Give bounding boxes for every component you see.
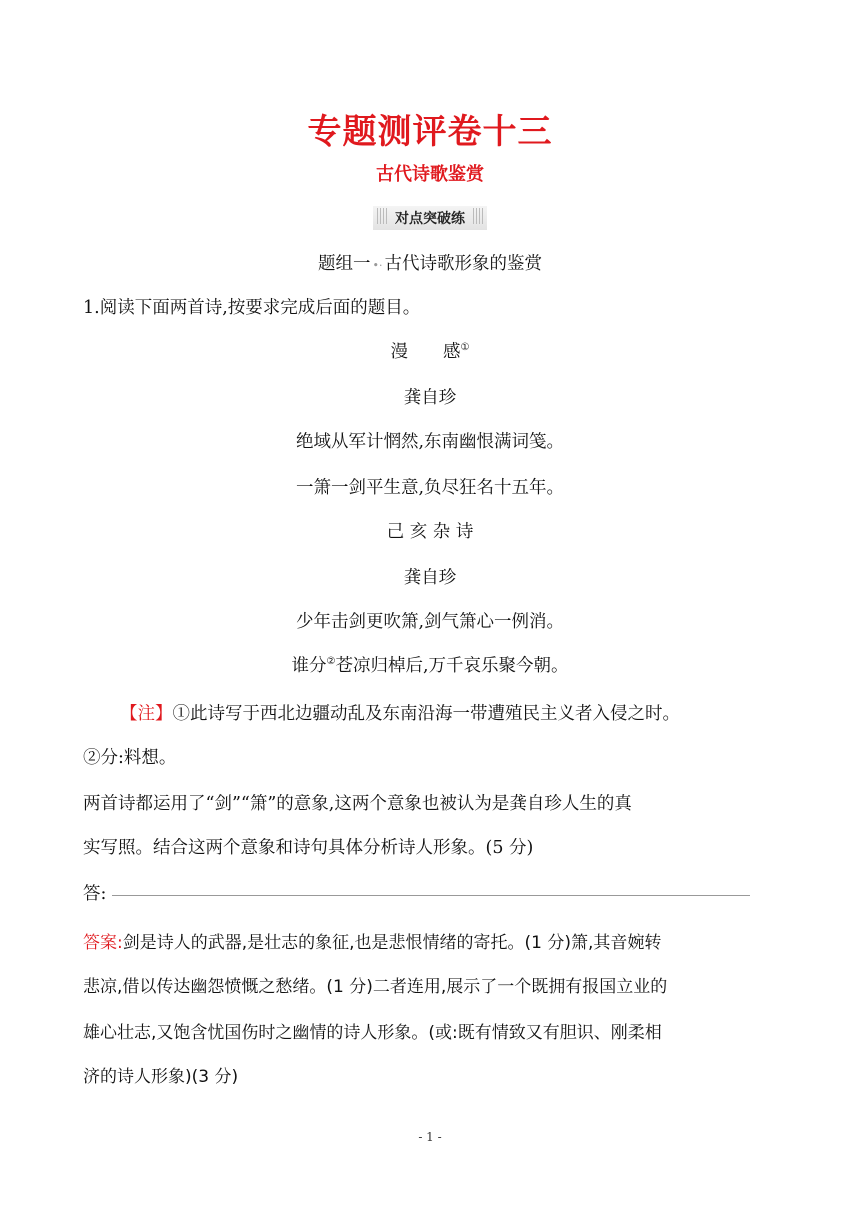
poem2-line [0,652,860,677]
answer-blank-line[interactable] [112,894,750,896]
answer-line-3: 雄心壮志,又饱含忧国伤时之幽情的诗人形象。(或:既有情致又有胆识、刚柔相 [83,1023,662,1043]
page-subtitle: 古代诗歌鉴赏 [376,164,484,185]
section-badge-wrap [0,206,860,230]
poem2-title: 己 亥 杂 诗 [386,522,474,542]
group-title-separator: •· [372,259,383,272]
page-number: - 1 - [418,1130,442,1144]
prompt-line-1: 两首诗都运用了“剑”“箫”的意象,这两个意象也被认为是龚自珍人生的真 [83,794,632,814]
group-title [0,250,860,275]
poem1-title-text: 漫 感 [390,342,461,362]
answer-line-1 [83,928,661,953]
answer-line-4: 济的诗人形象)(3 分) [83,1067,239,1087]
answer-label: 答: [83,884,107,904]
section-badge: 对点突破练 [373,206,487,230]
poem2-line2-start: 谁分 [291,656,327,676]
note-line-1 [120,700,680,725]
poem1-line: 绝域从军计惘然,东南幽恨满词笺。 [295,432,565,452]
note-line-2: ②分:料想。 [83,748,177,768]
answer-line-2: 悲凉,借以传达幽怨愤慨之愁绪。(1 分)二者连用,展示了一个既拥有报国立业的 [83,977,668,997]
poem1-line: 一箫一剑平生意,负尽狂名十五年。 [295,478,565,498]
answer-field-row [83,880,750,905]
poem1-author: 龚自珍 [403,388,457,408]
poem1-title [0,338,860,363]
prompt-line-2: 实写照。结合这两个意象和诗句具体分析诗人形象。(5 分) [83,838,534,858]
group-title-part2: 古代诗歌形象的鉴赏 [384,254,542,274]
answer-tag: 答案: [83,933,123,953]
poem2-author: 龚自珍 [403,568,457,588]
question-intro: 1.阅读下面两首诗,按要求完成后面的题目。 [83,298,421,318]
poem2-line: 少年击剑更吹箫,剑气箫心一例消。 [295,612,565,632]
poem1-footnote-mark: ① [460,342,470,354]
page-title: 专题测评卷十三 [307,112,553,152]
group-title-part1: 题组一 [318,254,371,274]
poem2-line2-end: 苍凉归棹后,万千哀乐聚今朝。 [335,656,569,676]
note-tag: 【注】 [120,704,173,724]
note-text-1: ①此诗写于西北边疆动乱及东南沿海一带遭殖民主义者入侵之时。 [172,704,680,724]
poem2-footnote-mark: ② [326,656,336,668]
answer-text-1: 剑是诗人的武器,是壮志的象征,也是悲恨情绪的寄托。(1 分)箫,其音婉转 [122,933,662,953]
